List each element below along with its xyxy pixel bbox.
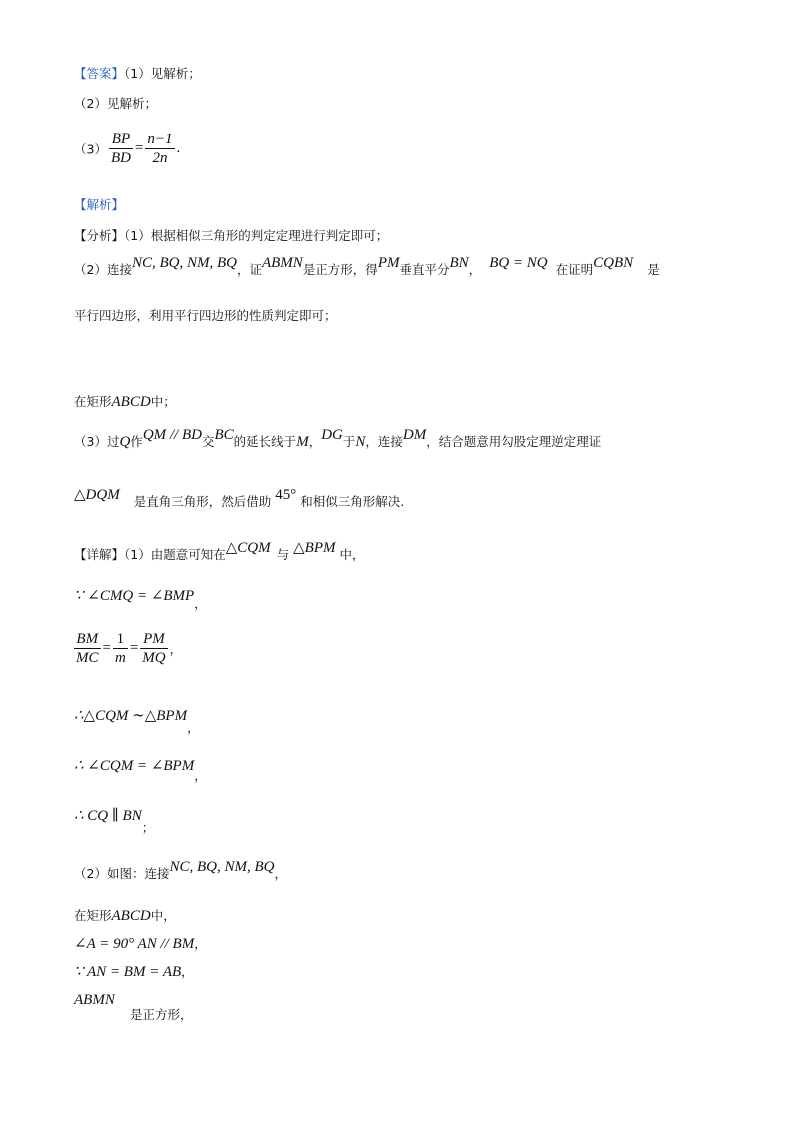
answer-line-1 — [74, 64, 201, 82]
detail-line-10: ∵ AN = BM = AB， — [74, 964, 194, 980]
analysis-tag: 【解析】 — [74, 197, 125, 212]
answer-line-2 — [74, 94, 157, 112]
analysis-line-5: （3）过Q作QM // BD交BC的延长线于M，DG于N，连接DM，结合题意用勾股定理逆定理证 — [74, 427, 602, 450]
analysis-line-1: 【分析】（1）根据相似三角形的判定定理进行判定即可； — [74, 228, 389, 243]
detail-line-8: 在矩形ABCD中， — [74, 908, 176, 924]
analysis-line-3: 平行四边形，利用平行四边形的性质判定即可； — [74, 308, 337, 323]
detail-line-6: ∴ CQ ∥ BN； — [74, 808, 155, 835]
answer-tag: 【答案】 — [74, 66, 125, 81]
fenxi-tag: 【分析】 — [74, 228, 125, 243]
fraction-1-m: $\frac{1}{m}$ — [114, 631, 126, 666]
detail-line-3: $\frac{BM}{MC}$ = $\frac{1}{m}$ = $\frac{PM}{MQ}$ ， — [76, 631, 183, 666]
detail-line-9: ∠A = 90° AN // BM， — [74, 936, 207, 952]
analysis-line-2: （2）连接NC, BQ, NM, BQ，证ABMN是正方形，得PM垂直平分BN， BQ = NQ 在证明CQBN 是 — [74, 255, 660, 277]
answer-line-3: （3） $\frac{BP}{BD}$ = $\frac{n-1}{2n}$ . — [74, 131, 181, 166]
detail-line-4: ∴△CQM ∼△BPM， — [74, 708, 200, 735]
detail-line-7: （2）如图：连接NC, BQ, NM, BQ， — [74, 859, 287, 881]
detail-line-11: ABMN 是正方形， — [74, 992, 193, 1022]
fraction-bm-mc: $\frac{BM}{MC}$ — [76, 631, 99, 666]
fraction-n-2n: $\frac{n-1}{2n}$ — [147, 131, 173, 166]
analysis-line-4: 在矩形ABCD中； — [74, 394, 176, 410]
detail-tag: 【详解】 — [74, 547, 125, 562]
fraction-pm-mq: $\frac{PM}{MQ}$ — [142, 631, 166, 666]
analysis-heading — [74, 195, 124, 213]
answer-part-3-label: （3） — [74, 141, 107, 157]
detail-line-1: 【详解】（1）由题意可知在△CQM 与 △BPM 中， — [74, 540, 365, 562]
detail-line-5: ∴ ∠CQM = ∠BPM， — [74, 758, 207, 783]
analysis-line-6: △DQM 是直角三角形，然后借助 45° 和相似三角形解决. — [74, 487, 405, 509]
detail-line-2: ∵ ∠CMQ = ∠BMP， — [74, 588, 207, 611]
fraction-bp-bd: $\frac{BP}{BD}$ — [110, 131, 131, 166]
answer-part-2: （2）见解析； — [74, 96, 157, 111]
answer-part-1: （1）见解析； — [124, 66, 201, 81]
